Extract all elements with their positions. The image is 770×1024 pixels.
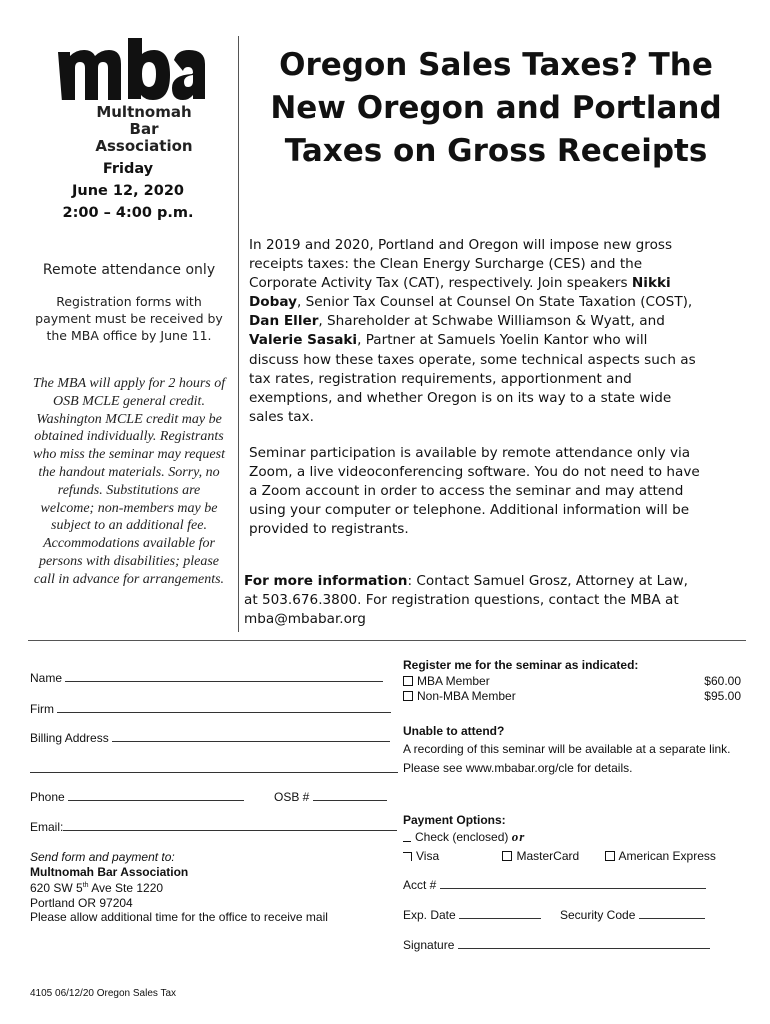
recording-note: A recording of this seminar will be available at a separate link. Please see www.mbabar.org/cle for details.: [403, 742, 731, 775]
mba-logo: [56, 38, 206, 100]
checkbox-icon[interactable]: [403, 691, 413, 701]
firm-field[interactable]: Firm: [30, 702, 391, 716]
page-title: Oregon Sales Taxes? The New Oregon and Portland Taxes on Gross Receipts: [270, 47, 722, 169]
checkbox-icon[interactable]: [502, 851, 512, 861]
security-code-field[interactable]: Security Code: [560, 908, 705, 922]
speaker-name: Valerie Sasaki: [249, 332, 358, 349]
nonmember-price: $95.00: [704, 689, 741, 703]
expiration-date-field[interactable]: Exp. Date: [403, 908, 541, 922]
speaker-name: Dan Eller: [249, 313, 319, 330]
email-field[interactable]: Email:: [30, 820, 397, 834]
checkbox-icon[interactable]: [403, 833, 411, 842]
visa-option[interactable]: Visa: [403, 849, 439, 863]
phone-field[interactable]: Phone: [30, 790, 244, 804]
send-to-label: Send form and payment to:: [30, 850, 175, 864]
mastercard-option[interactable]: MasterCard: [502, 849, 579, 863]
registration-deadline-note: Registration forms with payment must be received by the MBA office by June 11.: [35, 294, 223, 343]
remote-attendance-note: Remote attendance only: [42, 262, 216, 278]
event-day: Friday: [102, 161, 154, 177]
more-info-paragraph: For more information: Contact Samuel Grosz, Attorney at Law, at 503.676.3800. For registration questions, contact the MBA at mba@mbabar.org: [244, 573, 688, 628]
logo-name: [84, 104, 204, 155]
horizontal-divider: [28, 640, 746, 641]
card-options: [403, 849, 743, 863]
name-field[interactable]: Name: [30, 671, 383, 685]
mail-time-note: Please allow additional time for the office to receive mail: [30, 910, 328, 924]
amex-option[interactable]: American Express: [605, 849, 716, 863]
city-address: Portland OR 97204: [30, 895, 133, 910]
checkbox-icon[interactable]: [605, 851, 615, 861]
payment-heading: Payment Options:: [403, 813, 506, 827]
register-heading: Register me for the seminar as indicated:: [403, 658, 639, 672]
mailing-instructions: [30, 850, 328, 925]
event-date-block: [40, 158, 216, 224]
speaker-name: Nikki Dobay: [249, 275, 671, 311]
unable-heading: Unable to attend?: [403, 724, 505, 738]
check-option[interactable]: Check (enclosed) or: [403, 829, 525, 845]
mcle-credit-note: The MBA will apply for 2 hours of OSB MCLE general credit. Washington MCLE credit may be obtained individually. Registrants who miss the seminar may request the handout materials. Sorry, no refunds. Substitutions are welcome; non-members may be subject to an additional fee. Accommodations available for persons with disabilities; please call in advance for arrangements.: [32, 376, 226, 587]
checkbox-icon[interactable]: [403, 852, 412, 861]
intro-paragraph: In 2019 and 2020, Portland and Oregon will impose new gross receipts taxes: the Clean Energy Surcharge (CES) and the Corporate Activity Tax (CAT), respectively. Join speakers Nikki Dobay, Senior Tax Counsel at Counsel On State Taxation (COST), Dan Eller, Shareholder at Schwabe Williamson & Wyatt, and Valerie Sasaki, Partner at Samuels Yoelin Kantor who will discuss how these taxes operate, some technical aspects such as tax rates, registration requirements, apportionment and exemptions, and whether Oregon is on its way to a state wide sales tax.: [249, 237, 696, 425]
signature-field[interactable]: Signature: [403, 938, 710, 952]
street-address: 620 SW 5th Ave Ste 1220: [30, 881, 164, 895]
logo-name-line2: Association: [95, 137, 193, 155]
event-time: 2:00 – 4:00 p.m.: [62, 205, 194, 221]
osb-field[interactable]: OSB #: [274, 790, 387, 804]
non-mba-member-option[interactable]: Non-MBA Member $95.00: [403, 689, 741, 703]
logo-name-line1: Multnomah Bar: [96, 103, 192, 138]
account-number-field[interactable]: Acct #: [403, 878, 706, 892]
member-price: $60.00: [704, 674, 741, 688]
more-info-label: For more information: [244, 573, 408, 589]
event-date: June 12, 2020: [71, 183, 184, 199]
checkbox-icon[interactable]: [403, 676, 413, 686]
participation-paragraph: Seminar participation is available by remote attendance only via Zoom, a live videoconferencing software. You do not need to have a Zoom account in order to access the seminar and may attend using your computer or telephone. Additional information will be provided to registrants.: [249, 445, 700, 538]
or-text: or: [511, 829, 526, 844]
vertical-divider: [238, 36, 239, 632]
mba-member-option[interactable]: MBA Member $60.00: [403, 674, 741, 688]
org-name: Multnomah Bar Association: [30, 864, 189, 879]
billing-address-field[interactable]: Billing Address: [30, 731, 390, 745]
billing-address-line2[interactable]: [30, 762, 398, 776]
footer-code: 4105 06/12/20 Oregon Sales Tax: [30, 988, 177, 999]
